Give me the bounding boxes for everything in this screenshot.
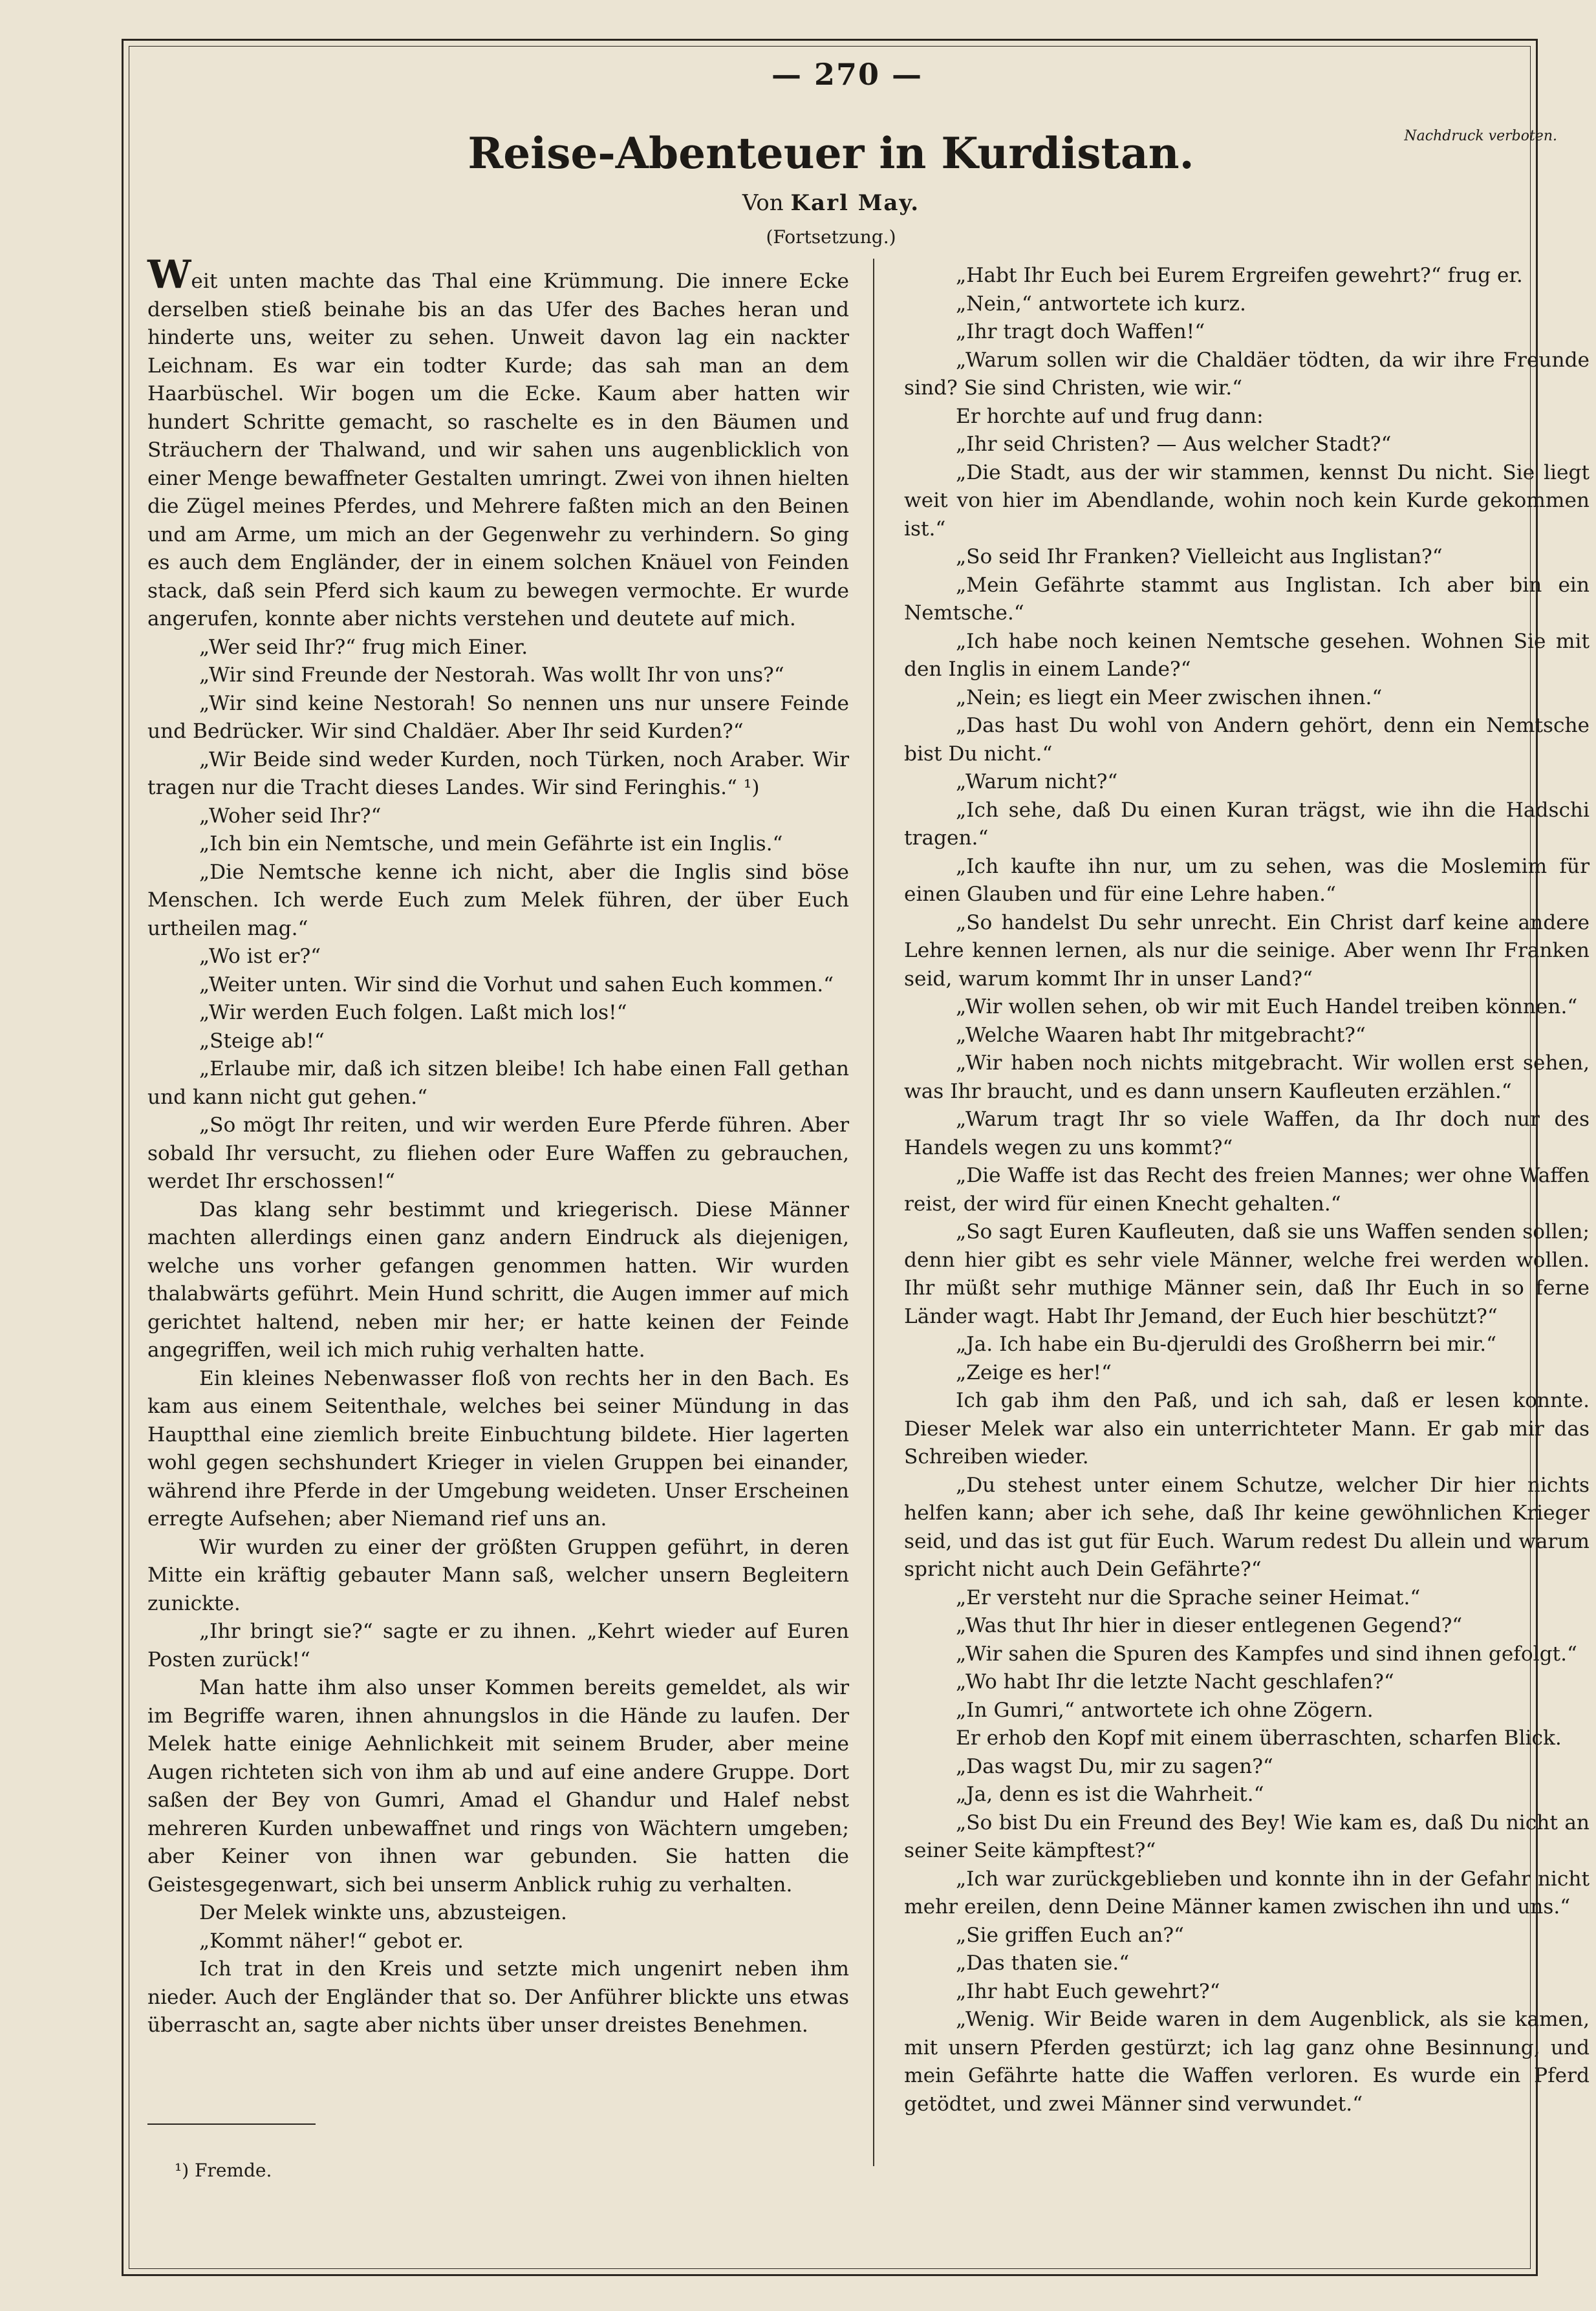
paragraph: „Die Stadt, aus der wir stammen, kennst Du nicht. Sie liegt weit von hier im Abendlande, wohin noch kein Kurde gekommen ist.“ [904,460,1590,541]
dropcap: W [147,252,191,297]
paragraph: Ich gab ihm den Paß, und ich sah, daß er lesen konnte. Dieser Melek war also ein unterrichteter Mann. Er gab mir das Schreiben wieder. [904,1389,1590,1468]
paragraph: „Kommt näher!“ gebot er. [199,1929,464,1953]
paragraph: „Er versteht nur die Sprache seiner Heimat.“ [956,1585,1421,1609]
paragraph: „Erlaube mir, daß ich sitzen bleibe! Ich habe einen Fall gethan und kann nicht gut gehen.“ [147,1057,849,1109]
paragraph: Er erhob den Kopf mit einem überraschten, scharfen Blick. [956,1726,1562,1750]
paragraph: „So mögt Ihr reiten, und wir werden Eure Pferde führen. Aber sobald Ihr versucht, zu fliehen oder Eure Waffen zu gebrauchen, werdet Ihr erschossen!“ [147,1113,849,1193]
paragraph: „Die Waffe ist das Recht des freien Mannes; wer ohne Waffen reist, der wird für einen Knecht gehalten.“ [904,1164,1590,1216]
paragraph: „Zeige es her!“ [956,1360,1112,1384]
paragraph: „Ja, denn es ist die Wahrheit.“ [956,1783,1264,1806]
copyright-notice: Nachdruck verboten. [1404,128,1557,144]
paragraph: „Ja. Ich habe ein Bu-djeruldi des Großherrn bei mir.“ [956,1333,1497,1356]
paragraph: „Wer seid Ihr?“ frug mich Einer. [199,635,528,659]
author-name: Karl May. [790,190,920,216]
paragraph: „Ihr tragt doch Waffen!“ [956,320,1205,343]
paragraph: „Wir werden Euch folgen. Laßt mich los!“ [199,1001,627,1024]
paragraph: „Nein,“ antwortete ich kurz. [956,292,1246,316]
paragraph: „Habt Ihr Euch bei Eurem Ergreifen gewehrt?“ frug er. [956,264,1523,287]
paragraph: „Wir sahen die Spuren des Kampfes und sind ihnen gefolgt.“ [956,1642,1577,1666]
paragraph: „Wir Beide sind weder Kurden, noch Türken, noch Araber. Wir tragen nur die Tracht dieses Landes. Wir sind Feringhis.“ ¹) [147,747,849,799]
paragraph: „Wenig. Wir Beide waren in dem Augenblick, als sie kamen, mit unsern Pferden gestürzt; ich lag ganz ohne Besinnung, und mein Gefährte hatte die Waffen verloren. Es wurde ein Pferd getödtet, und zwei Männer sind verwundet.“ [904,2008,1590,2116]
paragraph: „Das wagst Du, mir zu sagen?“ [956,1754,1273,1778]
continuation-note: (Fortsetzung.) [766,226,896,248]
paragraph: „Woher seid Ihr?“ [199,804,382,828]
paragraph: „Wir sind keine Nestorah! So nennen uns nur unsere Feinde und Bedrücker. Wir sind Chaldäer. Aber Ihr seid Kurden?“ [147,691,849,743]
paragraph: „Ihr seid Christen? — Aus welcher Stadt?“ [956,433,1392,456]
paragraph: „Die Nemtsche kenne ich nicht, aber die Inglis sind böse Menschen. Ich werde Euch zum Melek führen, der über Euch urtheilen mag.“ [147,860,849,940]
paragraph: „Wo habt Ihr die letzte Nacht geschlafen?“ [956,1670,1394,1693]
paragraph: „Welche Waaren habt Ihr mitgebracht?“ [956,1023,1366,1047]
paragraph: Man hatte ihm also unser Kommen bereits gemeldet, als wir im Begriffe waren, ihnen ahnungslos in die Hände zu laufen. Der Melek hatte einige Aehnlichkeit mit seinem Bruder, aber meine Augen richteten sich von ihm ab und auf eine andere Gruppe. Dort saßen der Bey von Gumri, Amad el Ghandur und Halef nebst mehreren Kurden unbewaffnet und rings von Wächtern umgeben; aber Keiner von ihnen war gebunden. Sie hatten die Geistesgegenwart, sich bei unserm Anblick ruhig zu verhalten. [147,1676,849,1897]
paragraph: „Ich bin ein Nemtsche, und mein Gefährte ist ein Inglis.“ [199,832,783,855]
paragraph: Das klang sehr bestimmt und kriegerisch. Diese Männer machten allerdings einen ganz andern Eindruck als diejenigen, welche uns vorher gefangen genommen hatten. Wir wurden thalabwärts geführt. Mein Hund schritt, die Augen immer auf mich gerichtet haltend, neben mir her; er hatte keinen der Feinde angegriffen, weil ich mich ruhig verhalten hatte. [147,1198,849,1362]
author-prefix: Von [742,190,784,216]
paragraph: „So handelst Du sehr unrecht. Ein Christ darf keine andere Lehre kennen lernen, als nur die seinige. Aber wenn Ihr Franken seid, warum kommt Ihr in unser Land?“ [904,910,1590,991]
paragraph: „Mein Gefährte stammt aus Inglistan. Ich aber bin ein Nemtsche.“ [904,573,1590,625]
author-line [123,190,1539,216]
paragraph: „Warum sollen wir die Chaldäer tödten, da wir ihre Freunde sind? Sie sind Christen, wie wir.“ [904,348,1590,400]
paragraph: „So seid Ihr Franken? Vielleicht aus Inglistan?“ [956,545,1443,568]
paragraph: „Das thaten sie.“ [956,1951,1130,1975]
paragraph: „So sagt Euren Kaufleuten, daß sie uns Waffen senden sollen; denn hier gibt es sehr viele Männer, welche frei werden wollen. Ihr müßt sehr muthige Männer sein, daß Ihr Euch in so ferne Länder wagt. Habt Ihr Jemand, der Euch hier beschützt?“ [904,1220,1590,1328]
paragraph: „Das hast Du wohl von Andern gehört, denn ein Nemtsche bist Du nicht.“ [904,714,1590,766]
paragraph: „Ich war zurückgeblieben und konnte ihn in der Gefahr nicht mehr ereilen, denn Deine Männer kamen zwischen ihn und uns.“ [904,1867,1590,1919]
paragraph: „Wir wollen sehen, ob wir mit Euch Handel treiben können.“ [956,995,1578,1018]
paragraph: „Ihr habt Euch gewehrt?“ [956,1979,1220,2003]
footnote: ¹) Fremde. [175,2160,272,2181]
paragraph: „Ich habe noch keinen Nemtsche gesehen. Wohnen Sie mit den Inglis in einem Lande?“ [904,629,1590,681]
left-column [147,252,849,2040]
right-column [904,262,1590,2118]
paragraph: „Wir haben noch nichts mitgebracht. Wir wollen erst sehen, was Ihr braucht, und es dann unsern Kaufleuten erzählen.“ [904,1051,1590,1103]
paragraph: „Was thut Ihr hier in dieser entlegenen Gegend?“ [956,1614,1463,1637]
paragraph: Ein kleines Nebenwasser floß von rechts her in den Bach. Es kam aus einem Seitenthale, welches bei seiner Mündung in das Hauptthal eine ziemlich breite Einbuchtung bildete. Hier lagerten wohl gegen sechshundert Krieger in vielen Gruppen bei einander, während ihre Pferde in der Umgebung weideten. Unser Erscheinen erregte Aufsehen; aber Niemand rief uns an. [147,1366,849,1531]
paragraph: „Ihr bringt sie?“ sagte er zu ihnen. „Kehrt wieder auf Euren Posten zurück!“ [147,1620,849,1671]
paragraph: „Nein; es liegt ein Meer zwischen ihnen.“ [956,685,1383,709]
column-divider [873,259,874,2166]
paragraph: „Warum nicht?“ [956,770,1118,793]
paragraph: „Steige ab!“ [199,1029,325,1053]
paragraph: „Sie griffen Euch an?“ [956,1923,1184,1947]
paragraph: „So bist Du ein Freund des Bey! Wie kam es, daß Du nicht an seiner Seite kämpftest?“ [904,1811,1590,1862]
paragraph: „Ich sehe, daß Du einen Kuran trägst, wie ihn die Hadschi tragen.“ [904,798,1590,850]
article-title: Reise-Abenteuer in Kurdistan. [468,128,1194,178]
paragraph: Er horchte auf und frug dann: [956,404,1264,428]
paragraph: „Warum tragt Ihr so viele Waffen, da Ihr doch nur des Handels wegen zu uns kommt?“ [904,1108,1590,1159]
page-number: — 270 — [771,57,923,92]
footnote-rule [147,2123,316,2125]
paragraph: „Weiter unten. Wir sind die Vorhut und sahen Euch kommen.“ [199,973,834,996]
paragraph: „Ich kaufte ihn nur, um zu sehen, was die Moslemim für einen Glauben und für eine Lehre haben.“ [904,854,1590,906]
paragraph: Der Melek winkte uns, abzusteigen. [199,1901,567,1924]
paragraph: „Du stehest unter einem Schutze, welcher Dir hier nichts helfen kann; aber ich sehe, daß Ihr keine gewöhnlichen Krieger seid, und das ist gut für Euch. Warum redest Du allein und warum spricht nicht auch Dein Gefährte?“ [904,1473,1590,1581]
paragraph: „In Gumri,“ antwortete ich ohne Zögern. [956,1698,1374,1722]
paragraph: Ich trat in den Kreis und setzte mich ungenirt neben ihm nieder. Auch der Engländer that so. Der Anführer blickte uns etwas überrascht an, sagte aber nichts über unser dreistes Benehmen. [147,1957,849,2037]
paragraph: „Wir sind Freunde der Nestorah. Was wollt Ihr von uns?“ [199,663,784,687]
paragraph: Wir wurden zu einer der größten Gruppen geführt, in deren Mitte ein kräftig gebauter Mann saß, welcher unsern Begleitern zunickte. [147,1535,849,1615]
paragraph: „Wo ist er?“ [199,945,321,968]
paragraph: Weit unten machte das Thal eine Krümmung. Die innere Ecke derselben stieß beinahe bis an das Ufer des Baches heran und hinderte uns, weiter zu sehen. Unweit davon lag ein nackter Leichnam. Es war ein todter Kurde; das sah man an dem Haarbüschel. Wir bogen um die Ecke. Kaum aber hatten wir hundert Schritte gemacht, so raschelte es in den Bäumen und Sträuchern der Thalwand, und wir sahen uns augenblicklich von einer Menge bewaffneter Gestalten umringt. Zwei von ihnen hielten die Zügel meines Pferdes, und Mehrere faßten mich an den Beinen und am Arme, um mich an der Gegenwehr zu verhindern. So ging es auch dem Engländer, der in einem solchen Knäuel von Feinden stack, daß sein Pferd sich kaum zu bewegen vermochte. Er wurde angerufen, konnte aber nichts verstehen und deutete auf mich. [147,252,849,630]
